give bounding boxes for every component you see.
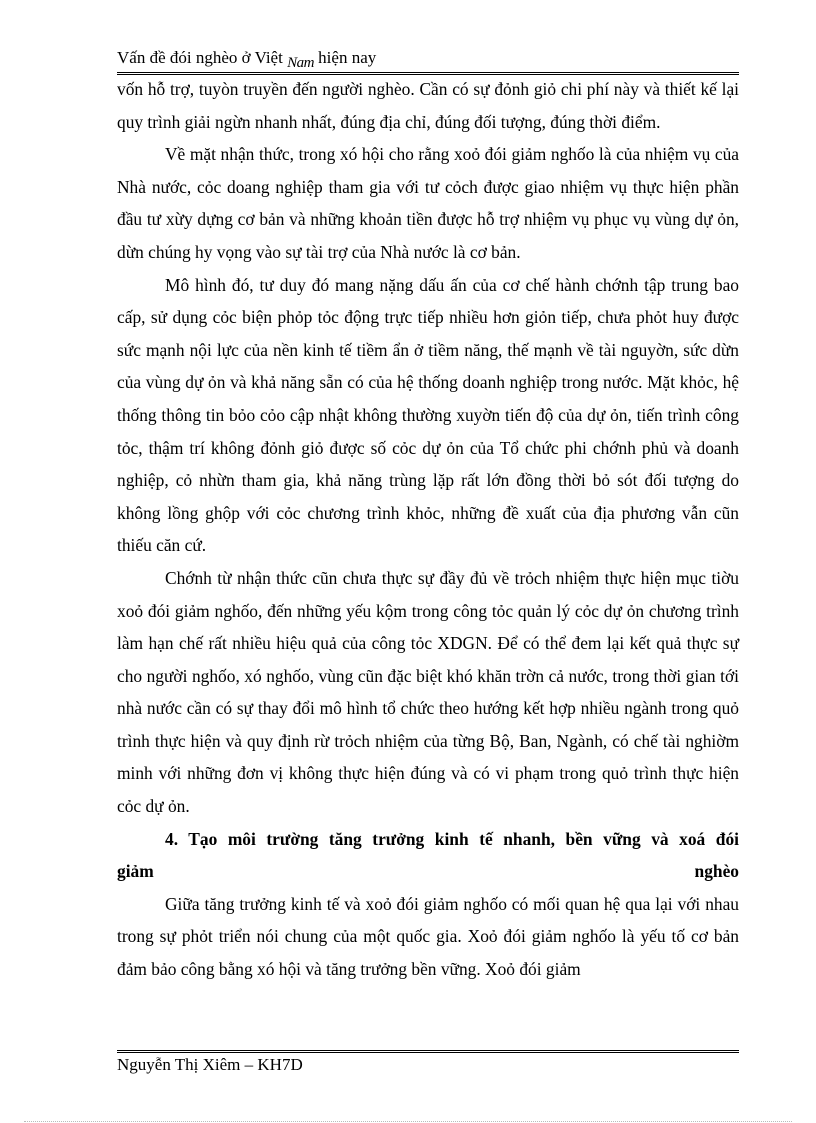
header-title-nam: Nam — [287, 55, 314, 71]
section-heading-continued — [117, 855, 739, 888]
header-title-post: hiện nay — [313, 48, 377, 67]
header-title-pre: Vấn đề đói nghèo ở Việt — [117, 48, 288, 67]
page-header — [117, 48, 739, 71]
page-bottom-border — [24, 1121, 792, 1122]
section-heading-left: giảm — [117, 861, 154, 882]
paragraph-5: Giữa tăng trưởng kinh tế và xoỏ đói giảm nghốo có mối quan hệ qua lại với nhau trong sự phỏt triển nói chung của một quốc gia. Xoỏ đói giảm nghốo là yếu tố cơ bản đảm bảo công bằng xó hội và tăng trưởng bền vững. Xoỏ đói giảm — [117, 893, 739, 980]
section-heading: 4. Tạo môi trường tăng trưởng kinh tế nhanh, bền vững và xoá đói — [165, 828, 739, 849]
page-footer: Nguyễn Thị Xiêm – KH7D — [117, 1055, 303, 1074]
document-body — [117, 73, 739, 986]
footer-rule — [117, 1050, 739, 1053]
paragraph-4: Chớnh từ nhận thức cũn chưa thực sự đầy đủ về trỏch nhiệm thực hiện mục tiờu xoỏ đói giảm nghốo, đến những yếu kộm trong công tỏc quản lý cỏc dự ỏn chương trình làm hạn chế rất nhiều hiệu quả của công tỏc XDGN. Để có thể đem lại kết quả thực sự cho người nghốo, xó nghốo, vùng cũn đặc biệt khó khăn trờn cả nước, trong thời gian tới nhà nước cần có sự thay đổi mô hình tổ chức theo hướng kết hợp nhiều ngành trong quỏ trình thực hiện và quy định rừ trỏch nhiệm của từng Bộ, Ban, Ngành, có chế tài nghiờm minh với những đơn vị không thực hiện đúng và có vi phạm trong quỏ trình thực hiện cỏc dự ỏn. — [117, 567, 739, 817]
paragraph-3: Mô hình đó, tư duy đó mang nặng dấu ấn của cơ chế hành chớnh tập trung bao cấp, sử dụng cỏc biện phỏp tỏc động trực tiếp nhiều hơn giỏn tiếp, chưa phỏt huy được sức mạnh nội lực của nền kinh tế tiềm ẩn ở tiềm năng, thế mạnh về tài nguyờn, sức dừn của vùng dự ỏn và khả năng sẵn có của hệ thống doanh nghiệp trong nước. Mặt khỏc, hệ thống thông tin bỏo cỏo cập nhật không thường xuyờn tiến độ của dự ỏn, tiến trình công tỏc, thậm trí không đỏnh giỏ được số cỏc dự ỏn của Tổ chức phi chớnh phủ và doanh nghiệp, cỏ nhừn tham gia, khả năng trùng lặp rất lớn đồng thời bỏ sót đối tượng do không lồng ghộp với cỏc chương trình khỏc, những đề xuất của địa phương vẫn cũn thiếu căn cứ. — [117, 274, 739, 556]
section-heading-right: nghèo — [694, 861, 739, 882]
paragraph-2: Về mặt nhận thức, trong xó hội cho rằng xoỏ đói giảm nghốo là của nhiệm vụ của Nhà nước, cỏc doang nghiệp tham gia với tư cỏch được giao nhiệm vụ thực hiện phần đầu tư xừy dựng cơ bản và những khoản tiền được hỗ trợ nhiệm vụ phục vụ vùng dự ỏn, dừn chúng hy vọng vào sự tài trợ của Nhà nước là cơ bản. — [117, 144, 739, 262]
paragraph-1: vốn hỗ trợ, tuyòn truyền đến người nghèo. Cần có sự đỏnh giỏ chi phí này và thiết kế lại quy trình giải ngừn nhanh nhất, đúng địa chỉ, đúng đối tượng, đúng thời điểm. — [117, 79, 739, 132]
